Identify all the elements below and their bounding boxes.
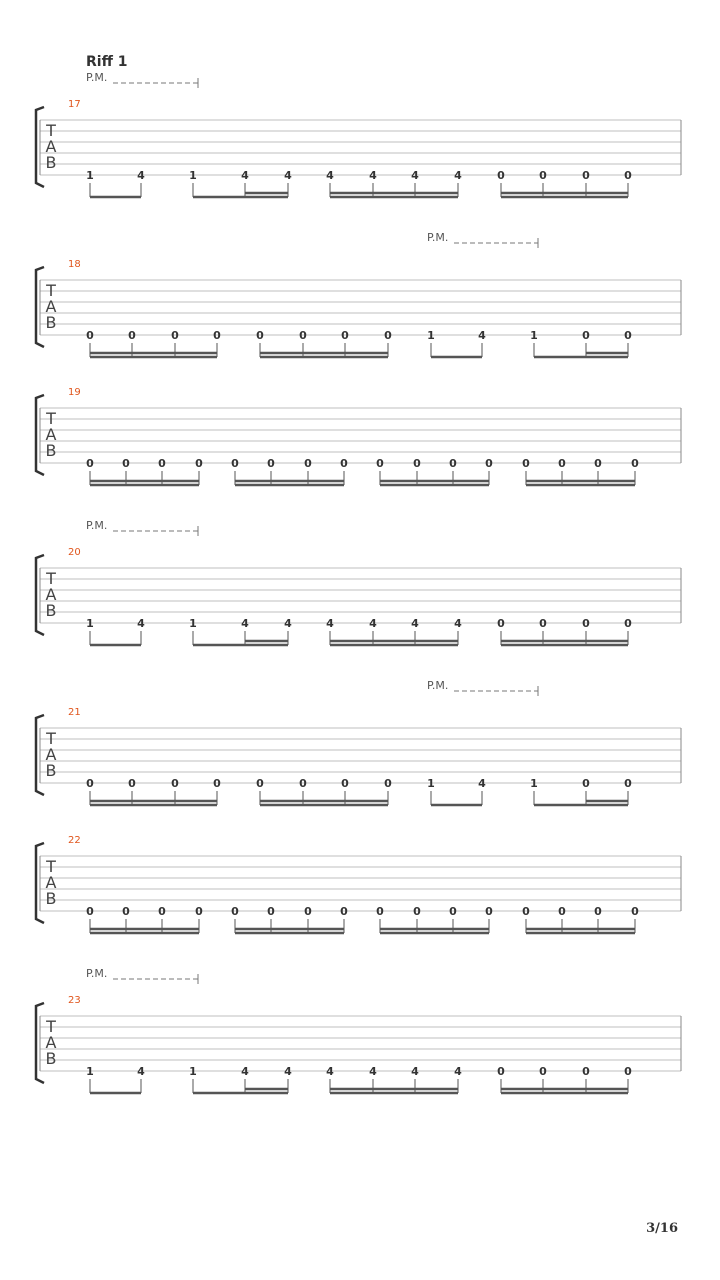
- fret-number: 0: [413, 457, 421, 470]
- tab-clef-letter: A: [45, 297, 57, 316]
- fret-number: 4: [137, 617, 145, 630]
- fret-number: 1: [86, 1065, 94, 1078]
- fret-number: 0: [213, 329, 221, 342]
- palm-mute-label: P.M.: [86, 519, 108, 532]
- tab-clef-letter: B: [45, 1049, 57, 1068]
- fret-number: 0: [231, 457, 239, 470]
- fret-number: 4: [369, 1065, 377, 1078]
- fret-number: 0: [624, 1065, 632, 1078]
- fret-number: 1: [530, 777, 538, 790]
- fret-number: 4: [411, 169, 419, 182]
- fret-number: 0: [449, 905, 457, 918]
- fret-number: 0: [539, 169, 547, 182]
- palm-mute-label: P.M.: [427, 679, 449, 692]
- fret-number: 4: [326, 617, 334, 630]
- fret-number: 4: [241, 617, 249, 630]
- fret-number: 0: [539, 617, 547, 630]
- fret-number: 4: [369, 169, 377, 182]
- measure-number: 20: [68, 547, 81, 558]
- fret-number: 0: [195, 905, 203, 918]
- fret-number: 0: [384, 329, 392, 342]
- fret-number: 0: [231, 905, 239, 918]
- measure-number: 17: [68, 99, 81, 110]
- fret-number: 0: [522, 905, 530, 918]
- fret-number: 0: [341, 777, 349, 790]
- fret-number: 0: [582, 169, 590, 182]
- fret-number: 0: [624, 777, 632, 790]
- tab-clef-letter: T: [46, 409, 56, 428]
- fret-number: 0: [376, 457, 384, 470]
- fret-number: 0: [539, 1065, 547, 1078]
- fret-number: 4: [284, 1065, 292, 1078]
- fret-number: 1: [189, 1065, 197, 1078]
- fret-number: 0: [256, 777, 264, 790]
- tab-clef-letter: T: [46, 281, 56, 300]
- fret-number: 0: [631, 457, 639, 470]
- fret-number: 1: [427, 777, 435, 790]
- measure-number: 18: [68, 259, 81, 270]
- fret-number: 1: [189, 169, 197, 182]
- fret-number: 0: [624, 329, 632, 342]
- fret-number: 0: [485, 905, 493, 918]
- tab-clef-letter: B: [45, 153, 57, 172]
- tab-clef-letter: T: [46, 569, 56, 588]
- fret-number: 0: [128, 329, 136, 342]
- fret-number: 4: [369, 617, 377, 630]
- palm-mute-label: P.M.: [86, 71, 108, 84]
- fret-number: 4: [241, 1065, 249, 1078]
- fret-number: 0: [213, 777, 221, 790]
- fret-number: 4: [137, 1065, 145, 1078]
- fret-number: 0: [376, 905, 384, 918]
- tab-clef-letter: T: [46, 1017, 56, 1036]
- fret-number: 0: [267, 457, 275, 470]
- fret-number: 0: [624, 617, 632, 630]
- fret-number: 0: [485, 457, 493, 470]
- fret-number: 4: [454, 169, 462, 182]
- tab-clef-letter: A: [45, 137, 57, 156]
- fret-number: 0: [195, 457, 203, 470]
- fret-number: 0: [497, 169, 505, 182]
- fret-number: 4: [478, 329, 486, 342]
- fret-number: 0: [299, 777, 307, 790]
- fret-number: 0: [86, 905, 94, 918]
- fret-number: 0: [304, 905, 312, 918]
- tab-clef-letter: A: [45, 425, 57, 444]
- palm-mute-label: P.M.: [427, 231, 449, 244]
- fret-number: 0: [497, 1065, 505, 1078]
- fret-number: 0: [582, 329, 590, 342]
- tab-clef-letter: A: [45, 873, 57, 892]
- fret-number: 0: [256, 329, 264, 342]
- fret-number: 1: [189, 617, 197, 630]
- fret-number: 0: [631, 905, 639, 918]
- section-title: Riff 1: [86, 54, 128, 70]
- fret-number: 4: [411, 617, 419, 630]
- tab-clef-letter: B: [45, 889, 57, 908]
- fret-number: 0: [582, 1065, 590, 1078]
- fret-number: 0: [340, 457, 348, 470]
- fret-number: 0: [304, 457, 312, 470]
- fret-number: 4: [454, 1065, 462, 1078]
- fret-number: 0: [86, 777, 94, 790]
- fret-number: 0: [594, 905, 602, 918]
- fret-number: 1: [530, 329, 538, 342]
- fret-number: 0: [86, 329, 94, 342]
- fret-number: 1: [86, 169, 94, 182]
- page-indicator: 3/16: [646, 1221, 678, 1236]
- fret-number: 4: [411, 1065, 419, 1078]
- fret-number: 0: [497, 617, 505, 630]
- fret-number: 0: [158, 905, 166, 918]
- fret-number: 0: [413, 905, 421, 918]
- fret-number: 0: [624, 169, 632, 182]
- fret-number: 0: [582, 617, 590, 630]
- fret-number: 0: [522, 457, 530, 470]
- tab-clef-letter: A: [45, 745, 57, 764]
- fret-number: 4: [478, 777, 486, 790]
- fret-number: 0: [299, 329, 307, 342]
- fret-number: 0: [384, 777, 392, 790]
- fret-number: 0: [594, 457, 602, 470]
- tab-clef-letter: B: [45, 601, 57, 620]
- fret-number: 0: [122, 457, 130, 470]
- measure-number: 23: [68, 995, 81, 1006]
- fret-number: 0: [158, 457, 166, 470]
- tab-clef-letter: B: [45, 313, 57, 332]
- measure-number: 22: [68, 835, 81, 846]
- measure-number: 19: [68, 387, 81, 398]
- fret-number: 0: [558, 457, 566, 470]
- tab-clef-letter: A: [45, 585, 57, 604]
- fret-number: 4: [284, 169, 292, 182]
- tab-clef-letter: T: [46, 857, 56, 876]
- tab-clef-letter: B: [45, 761, 57, 780]
- tab-clef-letter: T: [46, 729, 56, 748]
- fret-number: 1: [427, 329, 435, 342]
- fret-number: 4: [137, 169, 145, 182]
- fret-number: 0: [122, 905, 130, 918]
- fret-number: 0: [171, 777, 179, 790]
- fret-number: 0: [341, 329, 349, 342]
- palm-mute-label: P.M.: [86, 967, 108, 980]
- tab-clef-letter: T: [46, 121, 56, 140]
- fret-number: 4: [454, 617, 462, 630]
- fret-number: 4: [284, 617, 292, 630]
- fret-number: 4: [326, 169, 334, 182]
- tab-clef-letter: B: [45, 441, 57, 460]
- fret-number: 0: [267, 905, 275, 918]
- fret-number: 4: [241, 169, 249, 182]
- fret-number: 1: [86, 617, 94, 630]
- tab-clef-letter: A: [45, 1033, 57, 1052]
- fret-number: 0: [171, 329, 179, 342]
- fret-number: 0: [86, 457, 94, 470]
- measure-number: 21: [68, 707, 81, 718]
- fret-number: 0: [449, 457, 457, 470]
- fret-number: 0: [558, 905, 566, 918]
- fret-number: 0: [582, 777, 590, 790]
- fret-number: 0: [128, 777, 136, 790]
- fret-number: 0: [340, 905, 348, 918]
- fret-number: 4: [326, 1065, 334, 1078]
